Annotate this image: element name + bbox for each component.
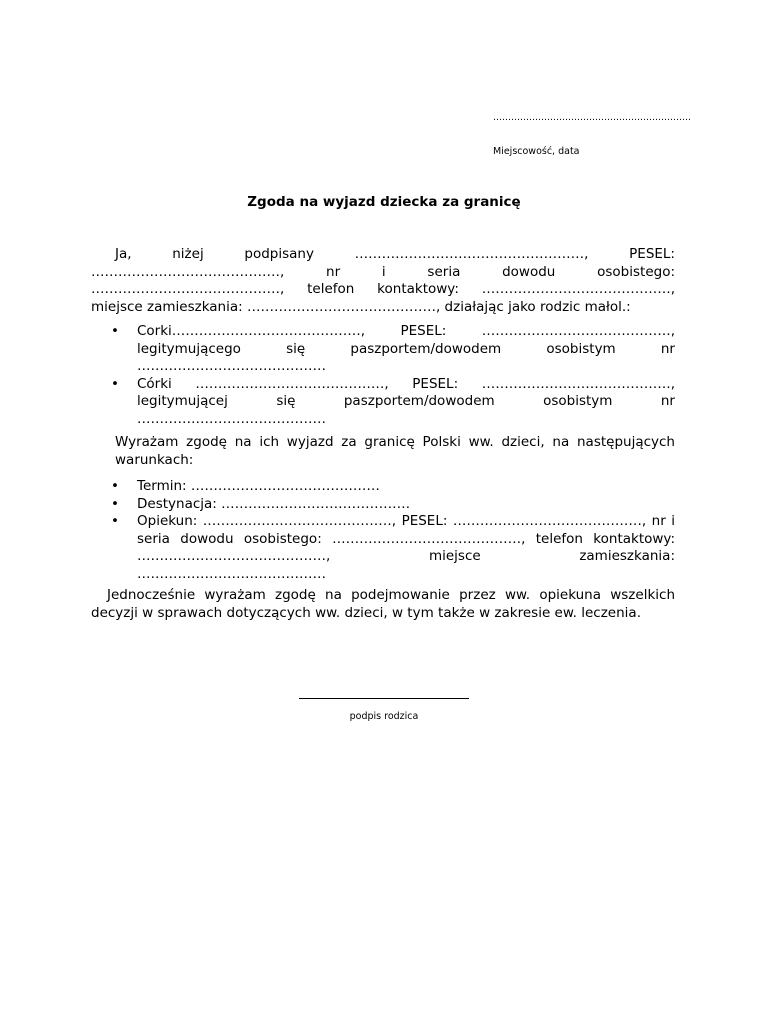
bullet-icon: • xyxy=(111,478,119,494)
bullet-icon: • xyxy=(111,323,119,339)
place-date-field: ………………………………………………………… xyxy=(493,113,691,123)
bullet-icon: • xyxy=(111,375,119,392)
signature-label: podpis rodzica xyxy=(349,711,419,722)
list-item-child-2 xyxy=(91,376,675,429)
children-list xyxy=(91,323,675,428)
place-date-label: Miejscowość, data xyxy=(493,146,580,157)
intro-paragraph: Ja, niżej podpisany ……………………………………………, PESEL: ……………………………………, nr i seria dowodu osobistego: ……………………………………, telefon kontaktowy: ……………………………………, miejsce zamieszkania: ……………………………………, działając jako rodzic małol.: xyxy=(91,246,675,315)
document-title: Zgoda na wyjazd dziecka za granicę xyxy=(247,194,521,210)
bullet-icon: • xyxy=(111,495,119,512)
signature-line xyxy=(299,698,469,699)
child-1-text: Corki……………………………………, PESEL: ……………………………………, legitymującego się paszportem/dowodem osobistym nr …………………………………… xyxy=(137,323,675,374)
list-item-term xyxy=(91,478,675,496)
guardian-text: Opiekun: ……………………………………, PESEL: ……………………………………, nr i seria dowodu osobistego: ……………………………………, telefon kontaktowy: ……………………………………, miejsce zamieszkania: …………………………………… xyxy=(137,513,675,582)
list-item-child-1 xyxy=(91,323,675,376)
consent-paragraph: Wyrażam zgodę na ich wyjazd za granicę Polski ww. dzieci, na następujących warunkach: xyxy=(115,434,675,468)
list-item-destination xyxy=(91,496,675,514)
child-2-text: Córki ……………………………………, PESEL: ……………………………………, legitymującej się paszportem/dowodem osobistym nr …………………………………… xyxy=(137,375,675,427)
term-text: Termin: …………………………………… xyxy=(137,478,380,494)
closing-paragraph: Jednocześnie wyrażam zgodę na podejmowanie przez ww. opiekuna wszelkich decyzji w sprawach dotyczących ww. dzieci, w tym także w zakresie ew. leczenia. xyxy=(91,587,675,621)
bullet-icon: • xyxy=(111,513,119,529)
list-item-guardian xyxy=(91,513,675,583)
destination-text: Destynacja: …………………………………… xyxy=(137,495,411,512)
conditions-list xyxy=(91,478,675,583)
